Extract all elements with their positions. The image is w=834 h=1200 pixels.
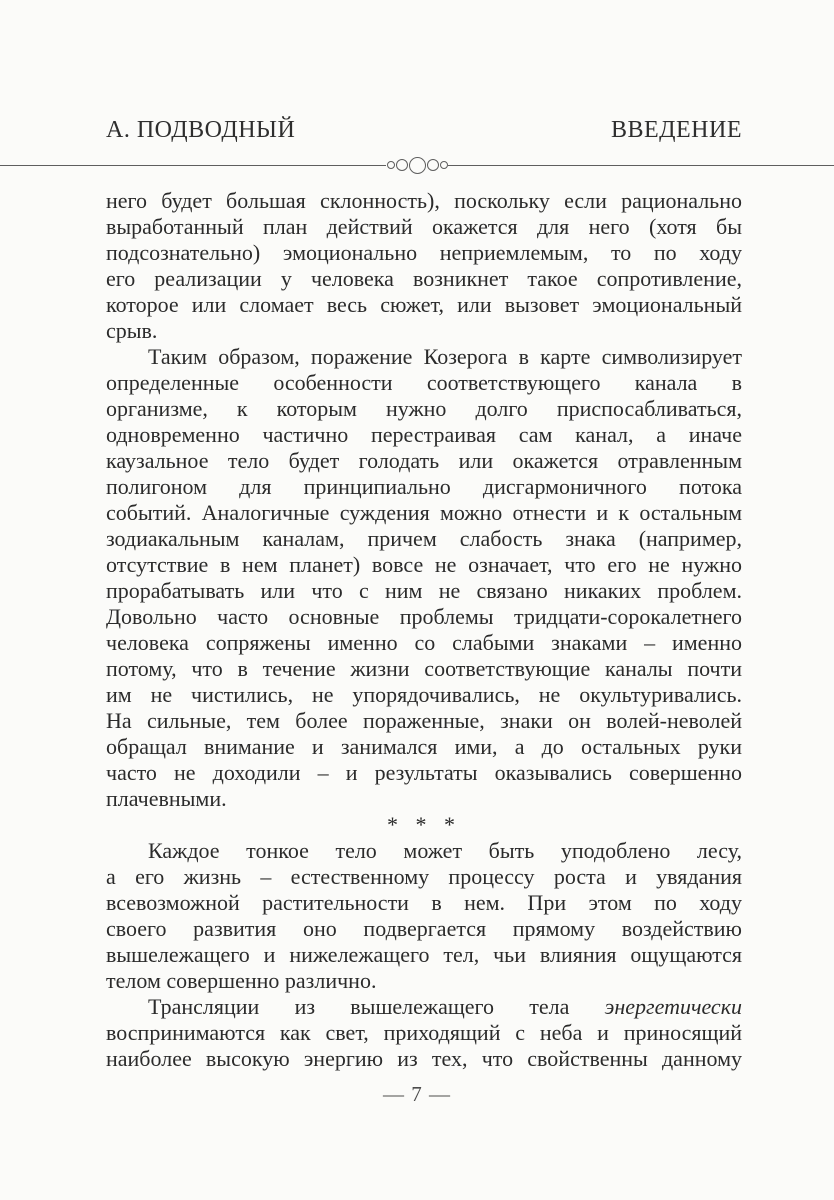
text-line: обращал внимание и занимался ими, а до остальных руки <box>106 734 742 759</box>
running-head-author: А. ПОДВОДНЫЙ <box>106 117 296 143</box>
text-line: выработанный план действий окажется для него (хотя бы <box>106 214 742 239</box>
text-line: воспринимаются как свет, приходящий с неба и приносящий <box>106 1020 742 1045</box>
text-line: срыв. <box>106 318 158 343</box>
text-line: подсознательно) эмоционально неприемлемым, то по ходу <box>106 240 742 265</box>
divider-ornament-circle-large <box>409 157 426 174</box>
running-head <box>106 117 742 144</box>
text-line <box>106 994 742 1020</box>
text-line: организме, к которым нужно долго приспосабливаться, <box>106 396 742 421</box>
text-line: его реализации у человека возникнет такое сопротивление, <box>106 266 742 291</box>
running-head-section: ВВЕДЕНИЕ <box>610 117 742 143</box>
text-line: всевозможной растительности в нем. При этом по ходу <box>106 890 742 915</box>
text-line: определенные особенности соответствующего канала в <box>106 370 742 395</box>
italic-text: энергетически <box>604 994 742 1019</box>
text-line: часто не доходили – и результаты оказывались совершенно <box>106 760 742 785</box>
paragraph <box>106 344 742 812</box>
text-line: На сильные, тем более пораженные, знаки он волей-неволей <box>106 708 742 733</box>
asterisk-separator: * * * <box>387 812 461 837</box>
text-line: Довольно часто основные проблемы тридцати-сорокалетнего <box>106 604 742 629</box>
text-line: телом совершенно различно. <box>106 968 377 993</box>
text-line: потому, что в течение жизни соответствующие каналы почти <box>106 656 742 681</box>
page-footer <box>0 1082 834 1107</box>
paragraph <box>106 188 742 344</box>
section-divider <box>0 156 834 174</box>
divider-ornament-circle-small <box>440 161 448 169</box>
text-line: зодиакальным каналам, причем слабость знака (например, <box>106 526 742 551</box>
text-line: плачевными. <box>106 786 227 811</box>
divider-rule-left <box>0 165 386 166</box>
text-line: а его жизнь – естественному процессу роста и увядания <box>106 864 742 889</box>
text-line: наиболее высокую энергию из тех, что свойственны данному <box>106 1046 742 1071</box>
page-body <box>106 188 742 1072</box>
page-number: — 7 — <box>383 1082 451 1106</box>
text-line: одновременно частично перестраивая сам канал, а иначе <box>106 422 742 447</box>
divider-ornament-circle-small <box>387 161 395 169</box>
divider-ornament-circle-medium <box>427 159 439 171</box>
paragraph <box>106 994 742 1072</box>
text-line: им не чистились, не упорядочивались, не окультуривались. <box>106 682 742 707</box>
text-line: человека сопряжены именно со слабыми знаками – именно <box>106 630 742 655</box>
divider-rule-right <box>448 165 834 166</box>
text-line: событий. Аналогичные суждения можно отнести и к остальным <box>106 500 742 525</box>
text-segment: Трансляции из вышележащего тела <box>148 994 605 1019</box>
text-line: отсутствие в нем планет) вовсе не означает, что его не нужно <box>106 552 742 577</box>
text-line: него будет большая склонность), поскольку если рационально <box>106 188 742 213</box>
paragraph <box>106 838 742 994</box>
text-line: которое или сломает весь сюжет, или вызовет эмоциональный <box>106 292 742 317</box>
text-line: вышележащего и нижележащего тел, чьи влияния ощущаются <box>106 942 742 967</box>
text-line: Таким образом, поражение Козерога в карте символизирует <box>148 344 742 369</box>
text-line: полигоном для принципиально дисгармоничного потока <box>106 474 742 499</box>
divider-ornament-circle-medium <box>396 159 408 171</box>
text-line: своего развития оно подвергается прямому воздействию <box>106 916 742 941</box>
text-line: прорабатывать или что с ним не связано никаких проблем. <box>106 578 742 603</box>
text-line: Каждое тонкое тело может быть уподоблено лесу, <box>148 838 742 863</box>
text-line: каузальное тело будет голодать или окажется отравленным <box>106 448 742 473</box>
